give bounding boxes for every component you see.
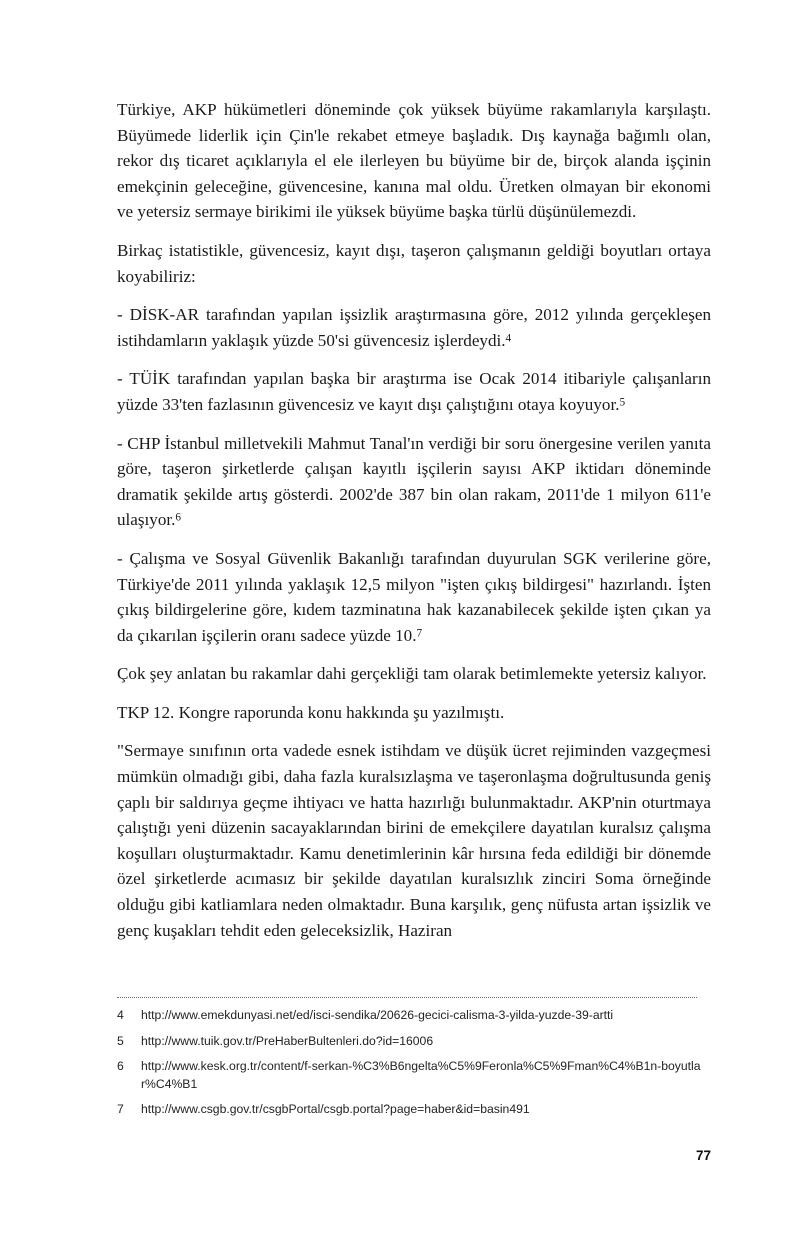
paragraph-text: Türkiye, AKP hükümetleri döneminde çok yüksek büyüme rakamlarıyla karşılaştı. Büyümede liderlik için Çin'le rekabet etmeye başladık. Dış kaynağa bağımlı olan, rekor dış ticaret açıklarıyla el ele ilerleyen bu büyüme bir de, birçok alanda işçinin emekçinin geleceğine, güvencesine, kanına mal oldu. Üretken olmayan bir ekonomi ve yetersiz sermaye birikimi ile yüksek büyüme başka türlü düşünülemezdi. xyxy=(117,100,711,222)
paragraph-text: "Sermaye sınıfının orta vadede esnek istihdam ve düşük ücret rejiminden vazgeçmesi mümkün olmadığı gibi, daha fazla kuralsızlaşma ve taşeronlaşma doğrultusunda geniş çaplı bir saldırıya geçme ihtiyacı ve hatta hazırlığı bulunmaktadır. AKP'nin oturtmaya çalıştığı yeni düzenin sacayaklarından birini de emekçilere dayatılan kuralsız çalışma koşulları oluşturmaktadır. Kamu denetimlerinin kâr hırsına feda edildiği bir dönemde özel şirketlerde acımasız bir şekilde dayatılan kuralsızlık zinciri Soma örneğinde olduğu gibi katliamlara neden olmaktadır. Buna karşılık, genç nüfusta artan işsizlik ve genç kuşakları tehdit eden geleceksizlik, Haziran xyxy=(117,741,711,940)
footnote-item-6 xyxy=(117,1058,711,1093)
footnote-url[interactable]: http://www.csgb.gov.tr/csgbPortal/csgb.portal?page=haber&id=basin491 xyxy=(141,1102,530,1117)
paragraph-text: - DİSK-AR tarafından yapılan işsizlik araştırmasına göre, 2012 yılında gerçekleşen istihdamların yaklaşık yüzde 50'si güvencesiz işlerdeydi. xyxy=(117,305,711,350)
paragraph-quotation xyxy=(117,738,711,943)
footnote-marker-5[interactable]: 5 xyxy=(619,396,626,409)
paragraph-text: Çok şey anlatan bu rakamlar dahi gerçekliği tam olarak betimlemekte yetersiz kalıyor. xyxy=(117,664,707,684)
footnote-url[interactable]: http://www.kesk.org.tr/content/f-serkan-%C3%B6ngelta%C5%9Feronla%C5%9Fman%C4%B1n-boyutlar%C4%B1 xyxy=(141,1059,701,1091)
footnote-url[interactable]: http://www.tuik.gov.tr/PreHaberBultenleri.do?id=16006 xyxy=(141,1033,434,1048)
footnotes-section xyxy=(117,997,711,1119)
footnote-item-7 xyxy=(117,1101,711,1119)
paragraph-bullet-chp xyxy=(117,431,711,533)
paragraph-text: - TÜİK tarafından yapılan başka bir araştırma ise Ocak 2014 itibariyle çalışanların yüzde 33'ten fazlasının güvencesiz ve kayıt dışı çalıştığını otaya koyuyor. xyxy=(117,369,711,414)
footnote-separator-rule xyxy=(117,997,697,998)
paragraph-bullet-tuik xyxy=(117,366,711,417)
footnote-item-4 xyxy=(117,1007,711,1025)
paragraph-statistics-lead xyxy=(117,238,711,289)
footnote-number: 6 xyxy=(117,1059,124,1074)
paragraph-tkp-intro xyxy=(117,700,711,726)
paragraph-text: Birkaç istatistikle, güvencesiz, kayıt dışı, taşeron çalışmanın geldiği boyutları ortaya koyabiliriz: xyxy=(117,240,711,286)
footnote-url[interactable]: http://www.emekdunyasi.net/ed/isci-sendika/20626-gecici-calisma-3-yilda-yuzde-39-artti xyxy=(141,1008,614,1022)
footnote-marker-7[interactable]: 7 xyxy=(416,626,423,639)
page-number: 77 xyxy=(695,1148,711,1163)
paragraph-bullet-sgk xyxy=(117,546,711,648)
footnote-number: 5 xyxy=(117,1033,124,1048)
footnote-number: 7 xyxy=(117,1102,124,1117)
footnote-item-5 xyxy=(117,1033,711,1051)
paragraph-summary xyxy=(117,661,711,687)
footnote-number: 4 xyxy=(117,1008,124,1022)
paragraph-text: TKP 12. Kongre raporunda konu hakkında şu yazılmıştı. xyxy=(117,702,505,722)
page-body-content xyxy=(117,97,711,943)
paragraph-text: - Çalışma ve Sosyal Güvenlik Bakanlığı tarafından duyurulan SGK verilerine göre, Türkiye'de 2011 yılında yaklaşık 12,5 milyon "işten çıkış bildirgesi" hazırlandı. İşten çıkış bildirgelerine göre, kıdem tazminatına hak kazanabilecek şekilde işten çıkan ya da çıkarılan işçilerin oranı sadece yüzde 10. xyxy=(117,548,711,645)
paragraph-text: - CHP İstanbul milletvekili Mahmut Tanal'ın verdiği bir soru önergesine verilen yanıta göre, taşeron şirketlerde çalışan kayıtlı işçilerin sayısı AKP iktidarı döneminde dramatik şekilde artış gösterdi. 2002'de 387 bin olan rakam, 2011'de 1 milyon 611'e ulaşıyor. xyxy=(117,433,711,530)
footnote-marker-4[interactable]: 4 xyxy=(505,332,512,345)
paragraph-bullet-disk-ar xyxy=(117,302,711,353)
paragraph-intro xyxy=(117,97,711,225)
footnote-marker-6[interactable]: 6 xyxy=(175,511,182,524)
